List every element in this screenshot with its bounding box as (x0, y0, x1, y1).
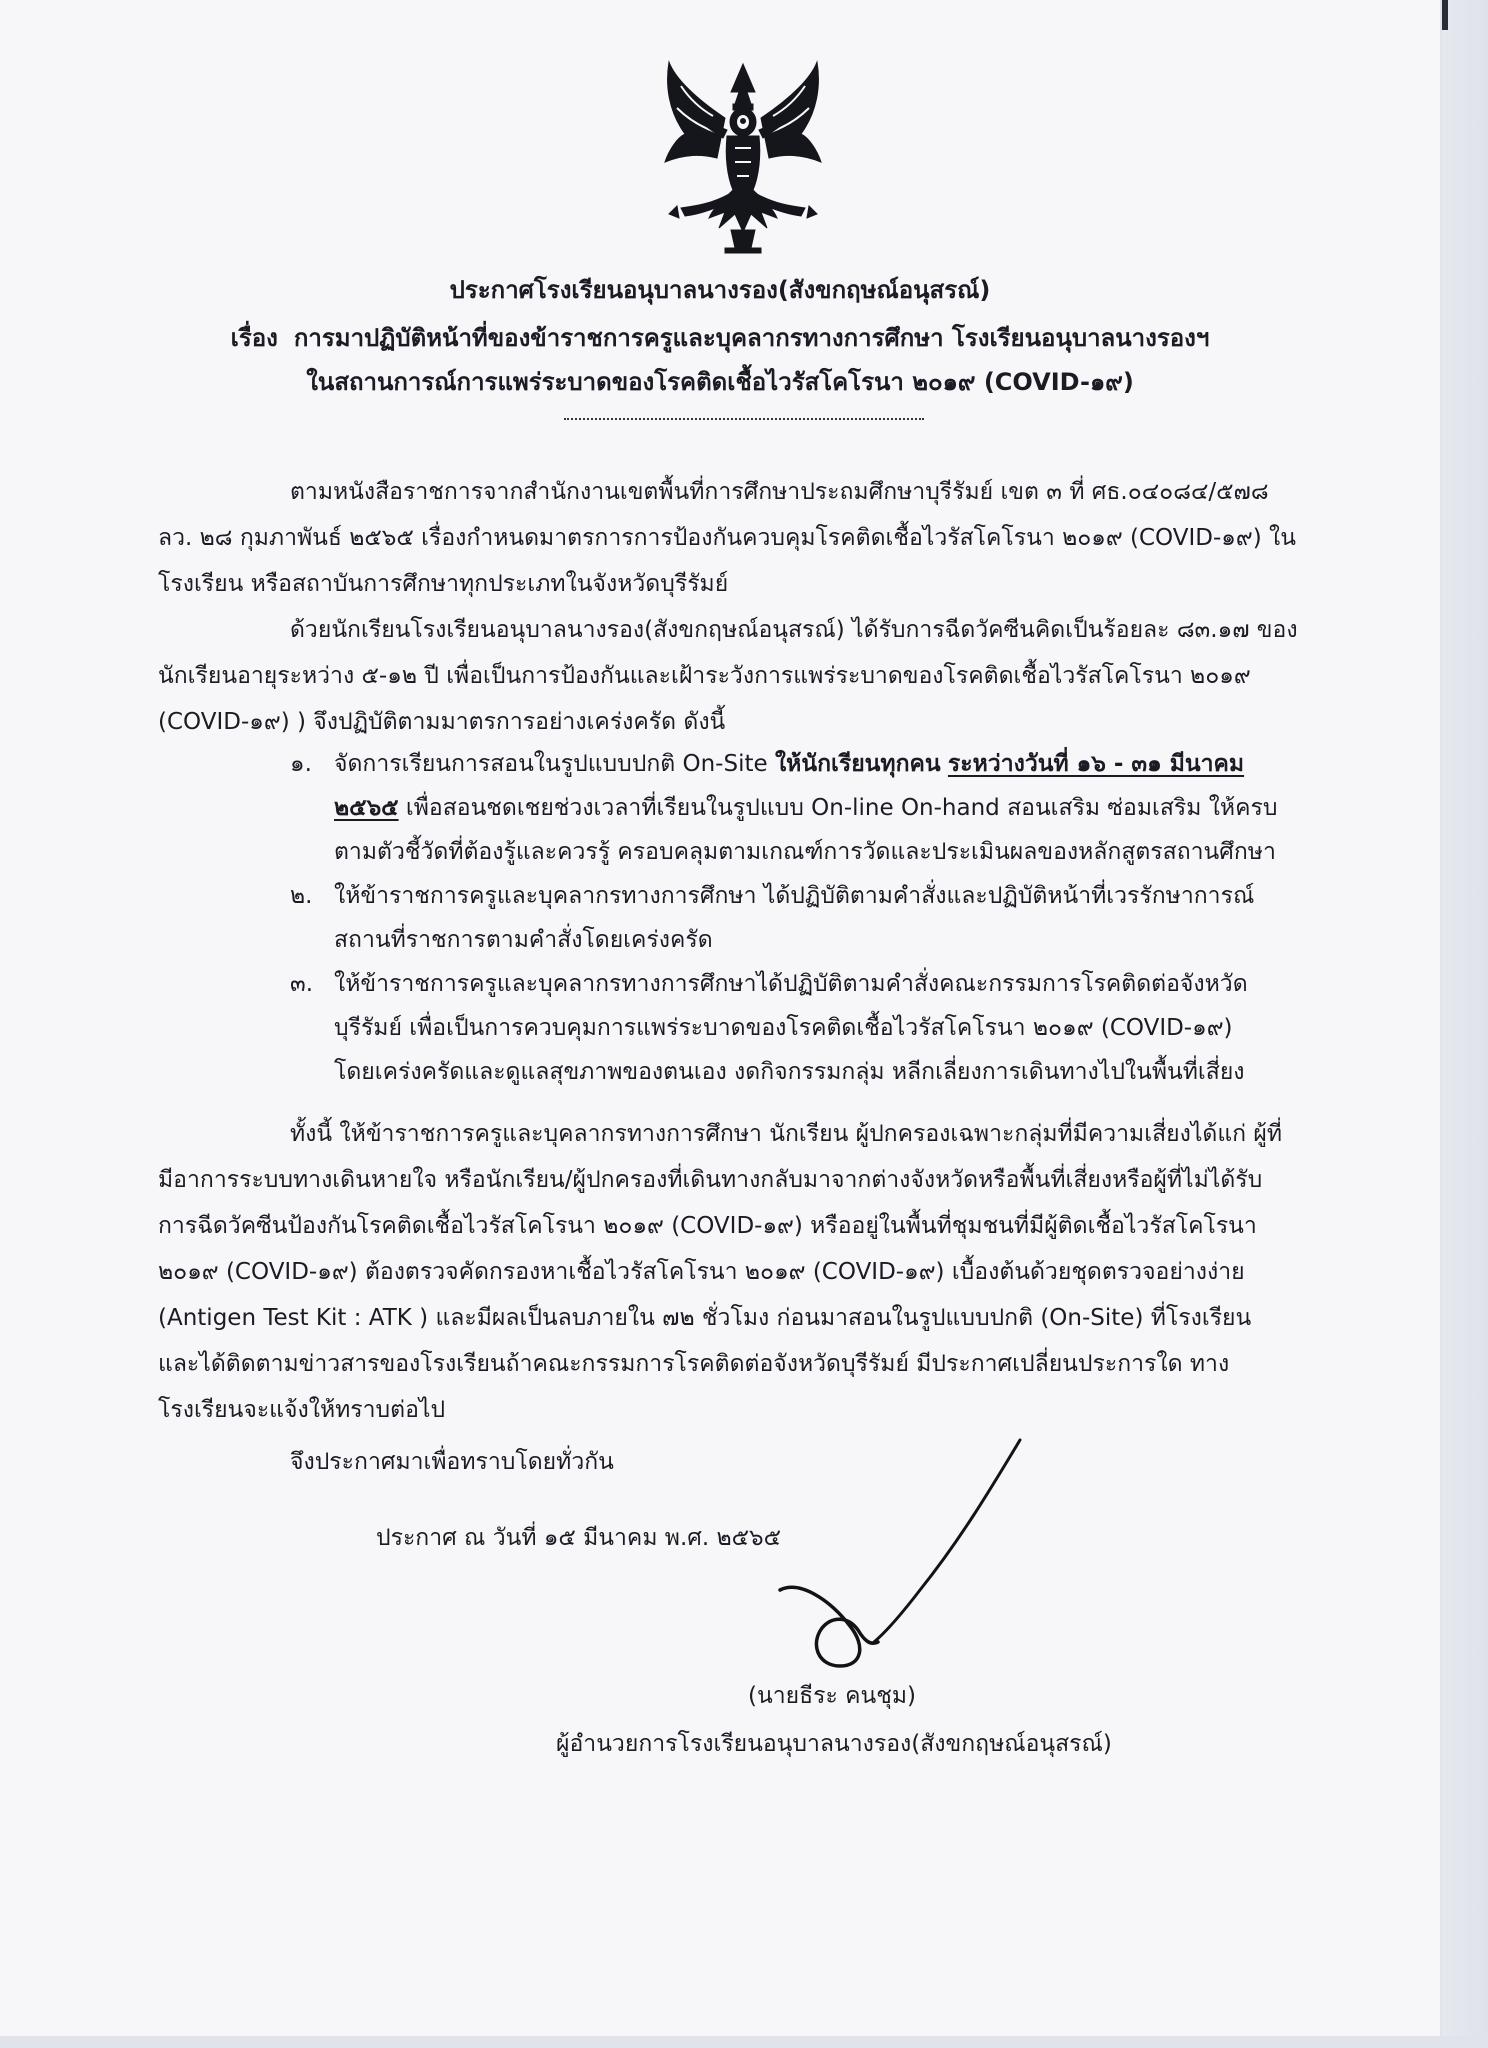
para2-line: นักเรียนอายุระหว่าง ๕-๑๒ ปี เพื่อเป็นการป้องกันและเฝ้าระวังการแพร่ระบาดของโรคติดเชื้อไวรัสโคโรนา ๒๐๑๙ (158, 663, 1251, 689)
item1-line1 (334, 746, 1244, 782)
scan-bottom-edge (0, 2036, 1488, 2048)
item1-text-space (941, 751, 948, 777)
item-number: ๓. (290, 971, 314, 997)
subject-label: เรื่อง (230, 324, 278, 352)
para1-line: โรงเรียน หรือสถาบันการศึกษาทุกประเภทในจังหวัดบุรีรัมย์ (158, 571, 729, 597)
announcement-subtitle: ในสถานการณ์การแพร่ระบาดของโรคติดเชื้อไวรัสโคโรนา ๒๐๑๙ (COVID-๑๙) (306, 368, 1134, 396)
para1-line: ตามหนังสือราชการจากสำนักงานเขตพื้นที่การศึกษาประถมศึกษาบุรีรัมย์ เขต ๓ ที่ ศธ.๐๔๐๘๔/๕๗๘ (290, 479, 1269, 505)
date-line: ประกาศ ณ วันที่ ๑๕ มีนาคม พ.ศ. ๒๕๖๕ (376, 1525, 782, 1551)
item1-text-a: จัดการเรียนการสอนในรูปแบบปกติ On-Site (334, 751, 775, 777)
para3-line: มีอาการระบบทางเดินหายใจ หรือนักเรียน/ผู้ปกครองที่เดินทางกลับมาจากต่างจังหวัดหรือพื้นที่เสี่ยงหรือผู้ที่ไม่ได้รับ (158, 1167, 1263, 1193)
item-number: ๒. (290, 883, 313, 909)
item-number: ๑. (290, 751, 312, 777)
item1-line2 (334, 790, 1277, 826)
para3-line: ทั้งนี้ ให้ข้าราชการครูและบุคลากรทางการศึกษา นักเรียน ผู้ปกครองเฉพาะกลุ่มที่มีความเสี่ยงได้แก่ ผู้ที่ (290, 1121, 1283, 1147)
item3-line1: ให้ข้าราชการครูและบุคลากรทางการศึกษาได้ปฏิบัติตามคำสั่งคณะกรรมการโรคติดต่อจังหวัด (334, 971, 1248, 997)
para3-line: และได้ติดตามข่าวสารของโรงเรียนถ้าคณะกรรมการโรคติดต่อจังหวัดบุรีรัมย์ มีประกาศเปลี่ยนประการใด ทาง (158, 1351, 1230, 1377)
para3-line: ๒๐๑๙ (COVID-๑๙) ต้องตรวจคัดกรองหาเชื้อไวรัสโคโรนา ๒๐๑๙ (COVID-๑๙) เบื้องต้นด้วยชุดตรวจอย่างง่าย (158, 1259, 1245, 1285)
para2-line: ด้วยนักเรียนโรงเรียนอนุบาลนางรอง(สังขกฤษณ์อนุสรณ์) ได้รับการฉีดวัคซีนคิดเป็นร้อยละ ๘๓.๑๗ ของ (290, 617, 1298, 643)
para3-line: การฉีดวัคซีนป้องกันโรคติดเชื้อไวรัสโคโรนา ๒๐๑๙ (COVID-๑๙) หรืออยู่ในพื้นที่ชุมชนที่มีผู้ติดเชื้อไวรัสโคโรนา (158, 1213, 1257, 1239)
item3-line3: โดยเคร่งครัดและดูแลสุขภาพของตนเอง งดกิจกรรมกลุ่ม หลีกเลี่ยงการเดินทางไปในพื้นที่เสี่ยง (334, 1059, 1245, 1085)
signer-name: (นายธีระ คนชุม) (748, 1683, 916, 1709)
announcement-subject (0, 318, 1440, 357)
item2-line2: สถานที่ราชการตามคำสั่งโดยเคร่งครัด (334, 927, 713, 953)
item1-date-range: ระหว่างวันที่ ๑๖ - ๓๑ มีนาคม (947, 751, 1245, 777)
announcement-title: ประกาศโรงเรียนอนุบาลนางรอง(สังขกฤษณ์อนุสรณ์) (449, 276, 991, 304)
item1-text-bold: ให้นักเรียนทุกคน (774, 751, 941, 777)
item3-line2: บุรีรัมย์ เพื่อเป็นการควบคุมการแพร่ระบาดของโรคติดเชื้อไวรัสโคโรนา ๒๐๑๙ (COVID-๑๙) (334, 1015, 1233, 1041)
dotted-divider (564, 418, 924, 420)
closing-line: จึงประกาศมาเพื่อทราบโดยทั่วกัน (290, 1449, 614, 1475)
item1-year: ๒๕๖๕ (334, 795, 399, 821)
signer-title: ผู้อำนวยการโรงเรียนอนุบาลนางรอง(สังขกฤษณ์อนุสรณ์) (556, 1731, 1112, 1757)
para3-line: (Antigen Test Kit : ATK ) และมีผลเป็นลบภายใน ๗๒ ชั่วโมง ก่อนมาสอนในรูปแบบปกติ (On-Site) ที่โรงเรียน (158, 1305, 1252, 1331)
item2-line1: ให้ข้าราชการครูและบุคลากรทางการศึกษา ได้ปฏิบัติตามคำสั่งและปฏิบัติหน้าที่เวรรักษาการณ์ (334, 883, 1255, 909)
para3-line: โรงเรียนจะแจ้งให้ทราบต่อไป (158, 1397, 446, 1423)
item1-line3: ตามตัวชี้วัดที่ต้องรู้และควรรู้ ครอบคลุมตามเกณฑ์การวัดและประเมินผลของหลักสูตรสถานศึกษา (334, 839, 1276, 865)
signature-icon (770, 1430, 1040, 1690)
subject-text: การมาปฏิบัติหน้าที่ของข้าราชการครูและบุคลากรทางการศึกษา โรงเรียนอนุบาลนางรองฯ (293, 324, 1210, 352)
garuda-emblem-icon (655, 58, 831, 254)
para1-line: ลว. ๒๘ กุมภาพันธ์ ๒๕๖๕ เรื่องกำหนดมาตรการการป้องกันควบคุมโรคติดเชื้อไวรัสโคโรนา ๒๐๑๙ (COVID-๑๙) ใน (158, 525, 1296, 551)
para2-line: (COVID-๑๙) ) จึงปฏิบัติตามมาตรการอย่างเคร่งครัด ดังนี้ (158, 709, 726, 735)
item1-text-b: เพื่อสอนชดเชยช่วงเวลาที่เรียนในรูปแบบ On-line On-hand สอนเสริม ซ่อมเสริม ให้ครบ (398, 795, 1278, 821)
scan-edge (1442, 0, 1488, 2048)
